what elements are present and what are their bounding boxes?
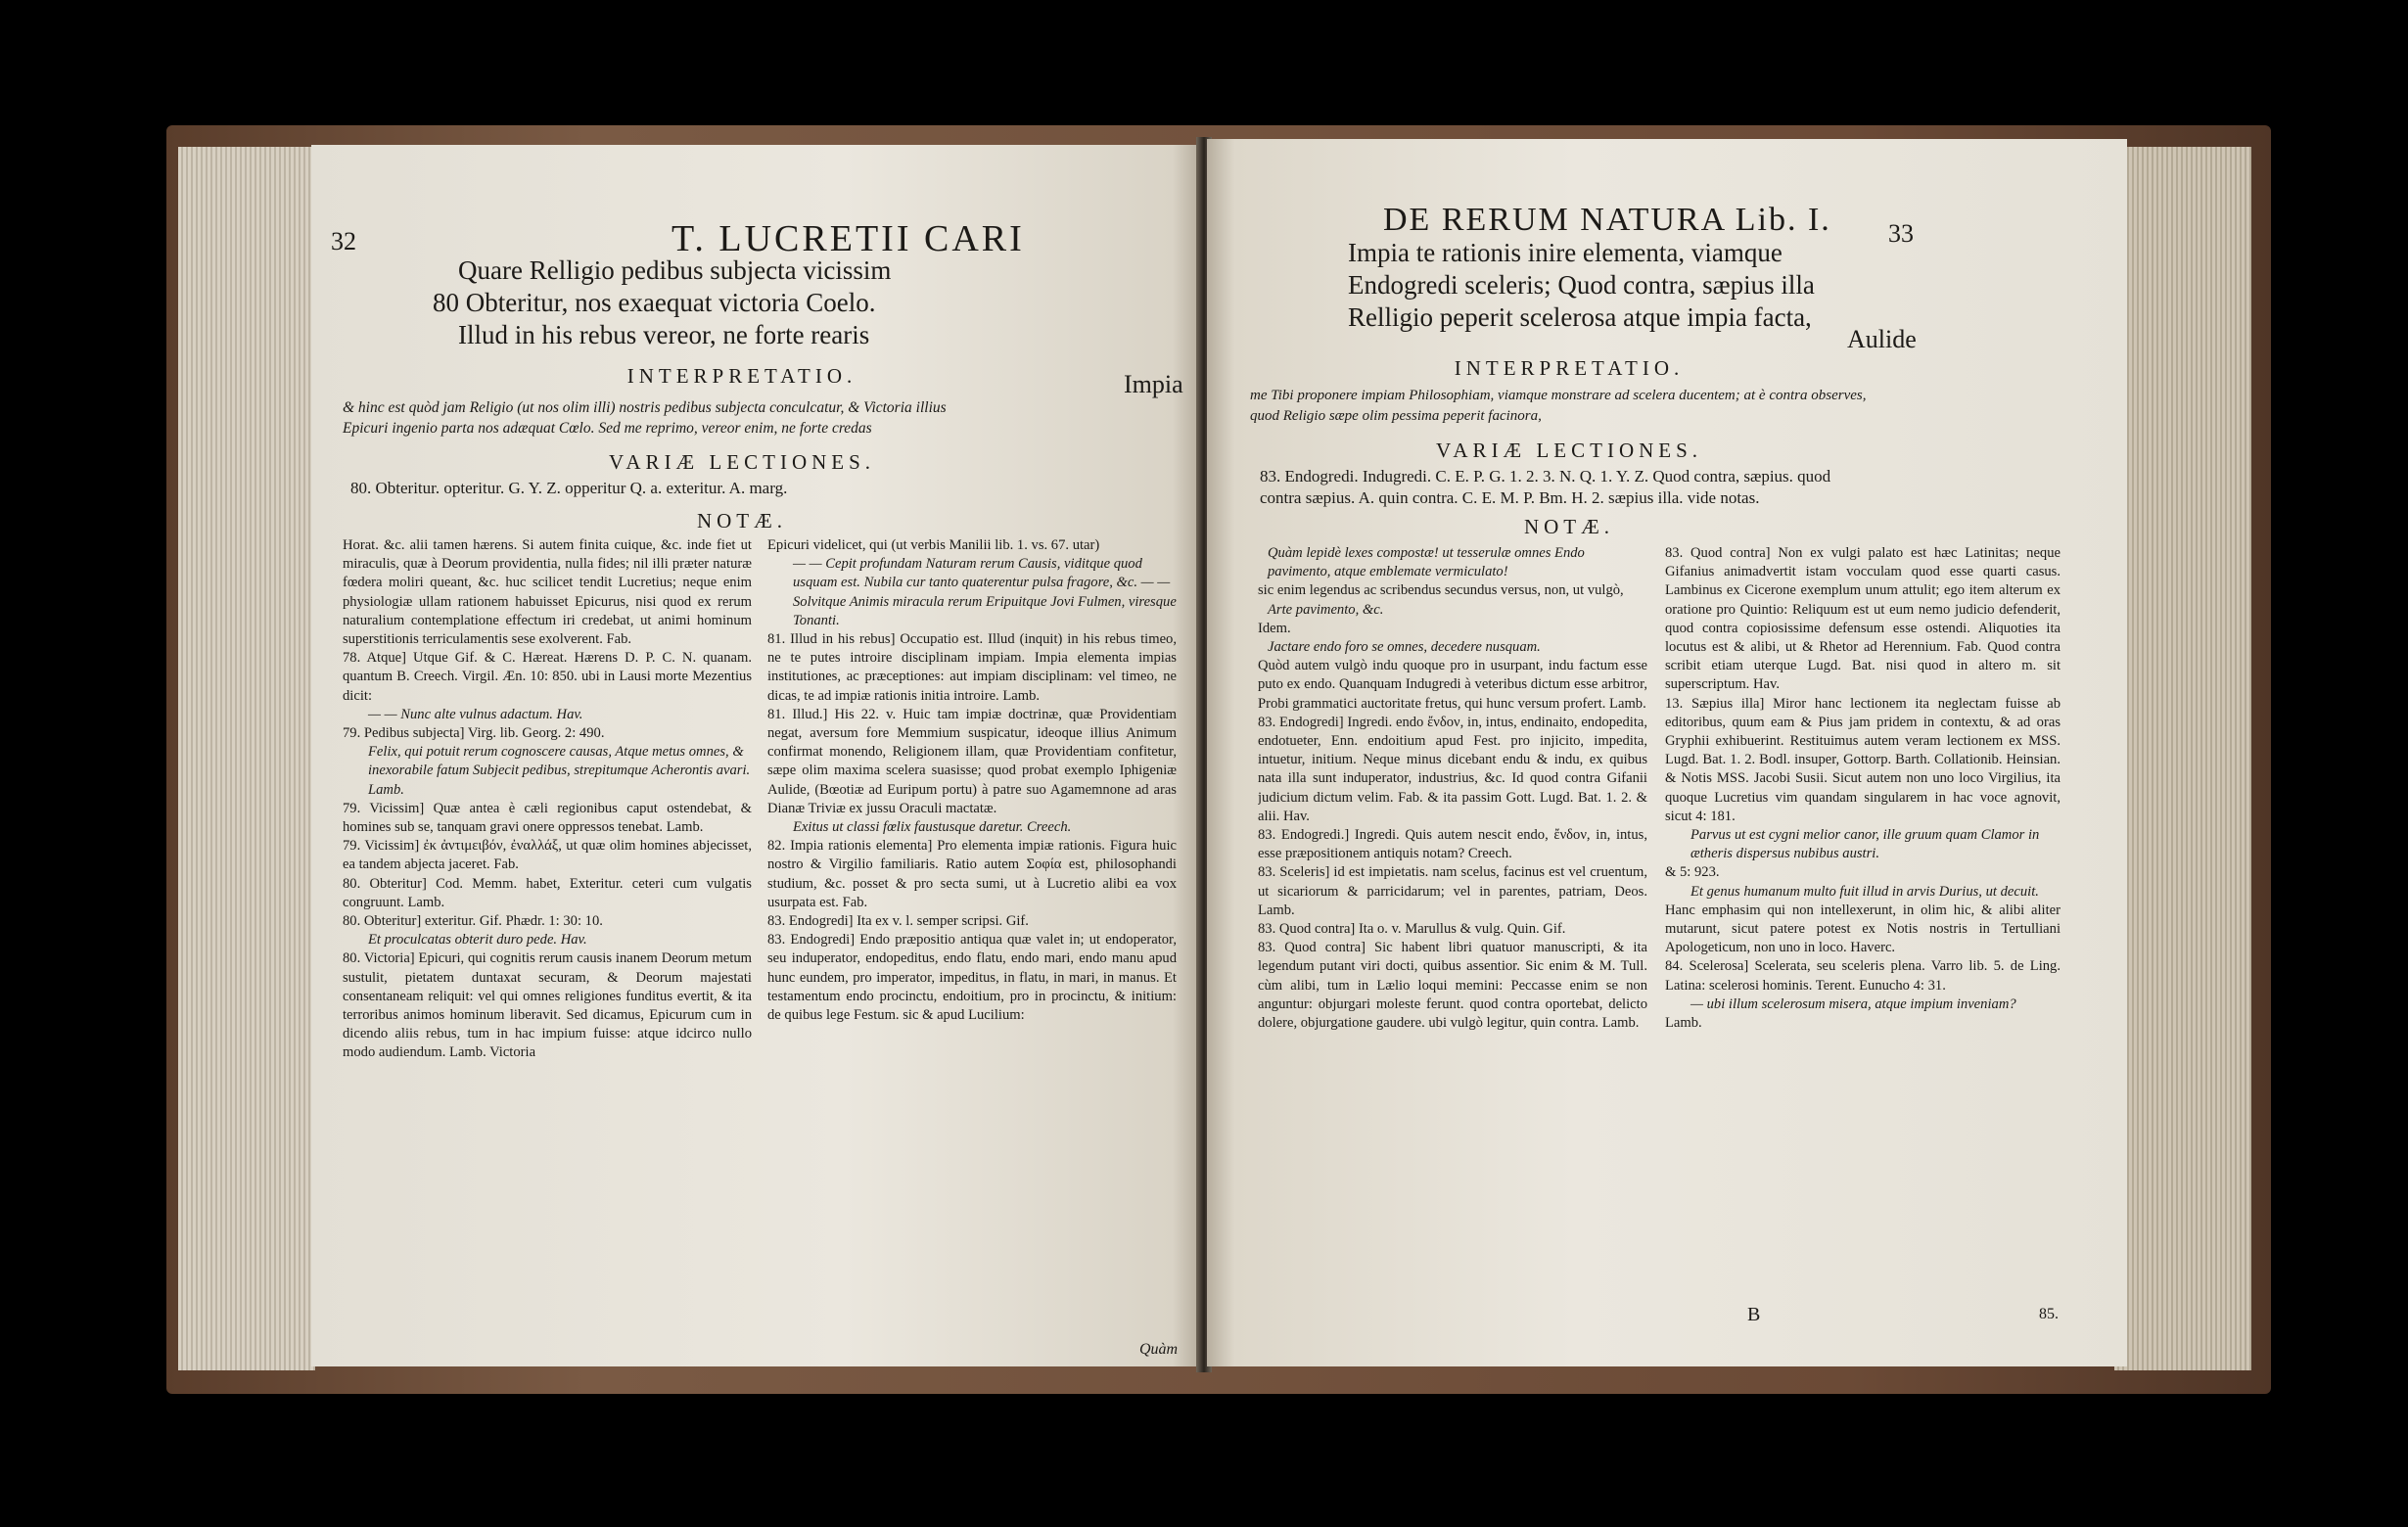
- right-page-edges: [2114, 147, 2251, 1370]
- interpretatio-line: me Tibi proponere impiam Philosophiam, viamque monstrare ad scelera ducentem; at è contra observes,: [1250, 388, 1867, 403]
- catchword: Impia: [1124, 370, 1183, 398]
- note: Idem.: [1258, 620, 1291, 636]
- note-quote: Felix, qui potuit rerum cognoscere causas, Atque metus omnes, & inexorabile fatum Subjecit pedibus, strepitumque Acherontis avari. Lamb.: [368, 744, 751, 798]
- variae-heading: VARIÆ LECTIONES.: [608, 450, 876, 474]
- notes-column-left: [1258, 544, 1647, 1327]
- note-quote: Quàm lepidè lexes compostæ! ut tesserulæ omnes Endo pavimento, atque emblemate vermiculato!: [1268, 545, 1585, 580]
- note: 80. Obteritur] exteritur. Gif. Phædr. 1: 30: 10.: [343, 913, 603, 930]
- page-number: 33: [1888, 219, 1914, 248]
- note: 81. Illud in his rebus] Occupatio est. Illud (inquit) in his rebus timeo, ne te putes introire disciplinam impiam. Impia elementa impias institutiones, ac præceptiones: aut impiam disciplinam: vel timeo, ne dicas, te ad impiæ rationis initia introire. Lamb.: [767, 631, 1177, 704]
- verse-block: [433, 254, 1118, 351]
- note: sic enim legendus ac scribendus secundus versus, non, ut vulgò,: [1258, 582, 1624, 599]
- verse-block: [1348, 237, 1955, 334]
- note: Lamb.: [1665, 1015, 1702, 1032]
- note: 82. Impia rationis elementa] Pro elementa impiæ rationis. Figura huic nostro & Virgilio familiaris. Ratio autem Σοφία est, philosophandi studium, &c. posset & pro secta sumi, ut à Lucretio alibi ea vox usurpata est. Fab.: [767, 838, 1177, 910]
- page-number: 32: [331, 227, 356, 255]
- note-quote: Arte pavimento, &c.: [1268, 601, 1384, 618]
- note-quote: Exitus ut classi fœlix faustusque daretur. Creech.: [793, 819, 1072, 836]
- note: 79. Vicissim] ἐκ ἀντιμειβόν, ἐναλλάξ, ut quæ olim homines abjecisset, ea tandem abjecta jaceret. Fab.: [343, 838, 752, 873]
- note: 84. Scelerosa] Scelerata, seu sceleris plena. Varro lib. 5. de Ling. Latina: scelerosi hominis. Terent. Eunucho 4: 31.: [1665, 958, 2061, 994]
- variae-line: 83. Endogredi. Indugredi. C. E. P. G. 1. 2. 3. N. Q. 1. Y. Z. Quod contra, sæpius. quod: [1260, 467, 1831, 486]
- note: Horat. &c. alii tamen hærens. Si autem finita cuique, &c. inde fiet ut miraculis, quæ à Deorum providentia, nulla fides; nil illi præter naturæ fœdera moliri queant, &c. huc scilicet tendit Lucretius; neque enim physiologiæ ullam rationem habuisset Epicurus, nisi quod ex rerum naturalium contemplatione effectum iri credebat, ut animi hominum superstitionis terriculamentis sese exolverent. Fab.: [343, 537, 752, 648]
- note: 80. Obteritur] Cod. Memm. habet, Exteritur. ceteri cum vulgatis congruunt. Lamb.: [343, 875, 752, 910]
- notes-column-left: [343, 536, 752, 1339]
- note: 83. Endogredi] Ita ex v. l. semper scripsi. Gif.: [767, 913, 1029, 930]
- note: 83. Endogredi] Ingredi. endo ἔνδον, in, intus, endinaito, endopedita, endotueter, Enn. endoitium apud Fest. pro injicito, impedita, intuetur, initium. Neque minus dicebant endu & indu, ex quibus nata illa sunt induperator, industrius, &c. Id quod contra Gifanii judicium dictum velim. Fab. & ita passim Gott. Lugd. Bat. 1. 2. & alii. Hav.: [1258, 714, 1647, 824]
- verse-line: Quare Relligio pedibus subjecta vicissim: [458, 255, 892, 285]
- interpretatio-text: [1250, 386, 2127, 427]
- note: 78. Atque] Utque Gif. & C. Hæreat. Hærens D. P. C. N. quanam. quantum B. Creech. Virgil. Æn. 10: 850. ubi in Lausi morte Mezentius dicit:: [343, 650, 752, 704]
- running-title: T. LUCRETII CARI: [671, 218, 1025, 259]
- notes-column-right: [1665, 544, 2061, 1327]
- note-quote: Jactare endo foro se omnes, decedere nusquam.: [1268, 639, 1541, 656]
- note: 13. Sæpius illa] Miror hanc lectionem ita neglectam fuisse ab editoribus, quum eam & Pius jam pridem in contextu, & ad oras Gryphii exhibuerint. Restituimus autem veram lectionem ex MSS. Lugd. Bat. 1. 2. Bodl. insuper, Gottorp. Barth. Collationib. Heinsian. & Notis MSS. Jacobi Susii. Sicut autem non uno loco Virgilius, ita quoque Lucretius vim quandam singularem in hac voce agnovit, sicut 4: 181.: [1665, 695, 2061, 824]
- notae-heading: NOTÆ.: [696, 509, 788, 532]
- note-quote: — — Cepit profundam Naturam rerum Causis, viditque quod usquam est. Nubila cur tanto quaterentur pulsa fragore, &c. — — Solvitque Animis miracula rerum Eripuitque Jovi Fulmen, viresque Tonanti.: [793, 556, 1177, 628]
- signature-mark: B: [1747, 1304, 1761, 1325]
- note: Hanc emphasim qui non intellexerunt, in olim hic, & alibi aliter mutarunt, sicut patere potest ex Notis nostris in Tertulliani Apologeticum, non uno in loco. Haverc.: [1665, 902, 2061, 956]
- variae-line: contra sæpius. A. quin contra. C. E. M. P. Bm. H. 2. sæpius illa. vide notas.: [1260, 488, 1760, 507]
- note: 83. Quod contra] Sic habent libri quatuor manuscripti, & ita legendum putant viri docti, quibus assentior. Sic enim & M. Tull. cùm alibi, tum in Lælio loqui memini: Peccasse enim se non anguntur: objurgari moleste ferunt. quod contra oportebat, delicto dolere, objurgatione gaudere. ubi vulgò legitur, quin contra. Lamb.: [1258, 940, 1647, 1032]
- note: 83. Sceleris] id est impietatis. nam scelus, facinus est vel cruentum, ut sicariorum & parricidarum; vel in parentes, patriam, Deos. Lamb.: [1258, 864, 1647, 918]
- interpretatio-heading: INTERPRETATIO.: [1454, 356, 1685, 380]
- note-quote: — ubi illum scelerosum misera, atque impium inveniam?: [1690, 995, 2016, 1012]
- note: 80. Victoria] Epicuri, qui cognitis rerum causis inanem Deorum metum sustulit, pietatem duntaxat securam, & Deorum majestati consentaneam reliquit: vel qui omnes religiones funditus evertit, & ita terroribus animos hominum liberavit. Sed dicamus, Epicurum cum in dicendo aliis rebus, tum in hac impium fuisse: atque idcirco nullo modo audiendum. Lamb. Victoria: [343, 950, 752, 1061]
- note-quote: Parvus ut est cygni melior canor, ille gruum quam Clamor in ætheris dispersus nubibus austri.: [1690, 827, 2040, 862]
- interpretatio-heading: INTERPRETATIO.: [626, 364, 857, 388]
- note: 81. Illud.] His 22. v. Huic tam impiæ doctrinæ, quæ Providentiam negat, aversum fore Memmium suspicatur, ideoque illius Animum confirmat monendo, Religionem illam, quæ Providentiam confitetur, sæpe olim maxima scelera suasisse; quod probat exemplo Iphigeniæ Aulide, (Bœotiæ ad Euripum portu) à patre suo Agamemnone ad aras Dianæ Triviæ ex jussu Oraculi mactatæ.: [767, 706, 1177, 816]
- verse-line: Illud in his rebus vereor, ne forte rearis: [458, 320, 870, 349]
- interpretatio-line: quod Religio sæpe olim pessima peperit facinora,: [1250, 408, 1542, 424]
- variae-line: 80. Obteritur. opteritur. G. Y. Z. opperitur Q. a. exteritur. A. marg.: [350, 479, 788, 497]
- interpretatio-text: [343, 397, 1199, 439]
- note: 83. Endogredi.] Ingredi. Quis autem nescit endo, ἔνδον, in, intus, esse præpositionem antiquis notam? Creech.: [1258, 827, 1647, 862]
- variae-heading: VARIÆ LECTIONES.: [1435, 439, 1703, 462]
- note: 83. Quod contra] Non ex vulgi palato est hæc Latinitas; neque Gifanius animadvertit istam vocculam quod esse quarti casus. Lambinus ex Cicerone exemplum unum attulit; ego item alterum ex oratione pro Quintio: Reliquum est ut eum nemo judicio defenderit, quod contra copiosissime defensum esse ostendi. Aliquoties ita locutus est & alibi, ut & Rhetor ad Herennium. Fab. Quod contra scribit etiam uterque Lugd. Bat. nisi quod in altero m. sit superscriptum. Hav.: [1665, 545, 2061, 693]
- running-title: DE RERUM NATURA Lib. I.: [1383, 202, 1831, 238]
- catchword-bottom: Quàm: [1139, 1341, 1179, 1358]
- verse-line: Impia te rationis inire elementa, viamque: [1348, 238, 1783, 267]
- notes-column-right: [767, 536, 1177, 1339]
- variae-text: [350, 478, 1192, 499]
- note: Epicuri videlicet, qui (ut verbis Manilii lib. 1. vs. 67. utar): [767, 537, 1100, 553]
- note-quote: Et proculcatas obterit duro pede. Hav.: [368, 932, 587, 949]
- catchword-bottom: 85.: [2039, 1306, 2059, 1322]
- notae-heading: NOTÆ.: [1523, 515, 1615, 538]
- verse-line: Relligio peperit scelerosa atque impia facta,: [1348, 302, 1812, 332]
- note: 79. Vicissim] Quæ antea è cæli regionibus caput ostendebat, & homines sub se, tanquam gravi onere oppressos tenebat. Lamb.: [343, 800, 752, 836]
- right-page: [1207, 139, 2127, 1366]
- note: 83. Quod contra] Ita o. v. Marullus & vulg. Quin. Gif.: [1258, 921, 1566, 938]
- interpretatio-line: & hinc est quòd jam Religio (ut nos olim illi) nostris pedibus subjecta conculcatur, & Victoria illius: [343, 399, 947, 416]
- note: 83. Endogredi] Endo præpositio antiqua quæ valet in; ut endoperator, seu induperator, endopeditus, endo flatu, endo mari, endo manu apud hunc eundem, pro imperator, impeditus, in flatu, in mari, in manus. Et testamentum endo procinctu, endoitium, pro in procinctu, & initium: de quibus lege Festum. sic & apud Lucilium:: [767, 932, 1177, 1024]
- interpretatio-line: Epicuri ingenio parta nos adæquat Cœlo. Sed me reprimo, vereor enim, ne forte credas: [343, 420, 872, 437]
- catchword: Aulide: [1847, 325, 1917, 353]
- note: Quòd autem vulgò indu quoque pro in usurpant, indu factum esse puto ex endo. Quanquam Indugredi à veteribus dictum esse arbitror, Probi grammatici auctoritate fretus, qui hunc versum profert. Lamb.: [1258, 658, 1647, 712]
- note: 79. Pedibus subjecta] Virg. lib. Georg. 2: 490.: [343, 725, 605, 742]
- variae-text: [1260, 466, 2121, 509]
- note: & 5: 923.: [1665, 864, 1720, 881]
- left-page: [311, 145, 1199, 1366]
- verse-line: Endogredi sceleris; Quod contra, sæpius illa: [1348, 270, 1815, 300]
- note-quote: — — Nunc alte vulnus adactum. Hav.: [368, 706, 583, 722]
- verse-line: 80 Obteritur, nos exaequat victoria Coelo.: [433, 288, 876, 317]
- left-page-edges: [178, 147, 315, 1370]
- note-quote: Et genus humanum multo fuit illud in arvis Durius, ut decuit.: [1690, 883, 2039, 900]
